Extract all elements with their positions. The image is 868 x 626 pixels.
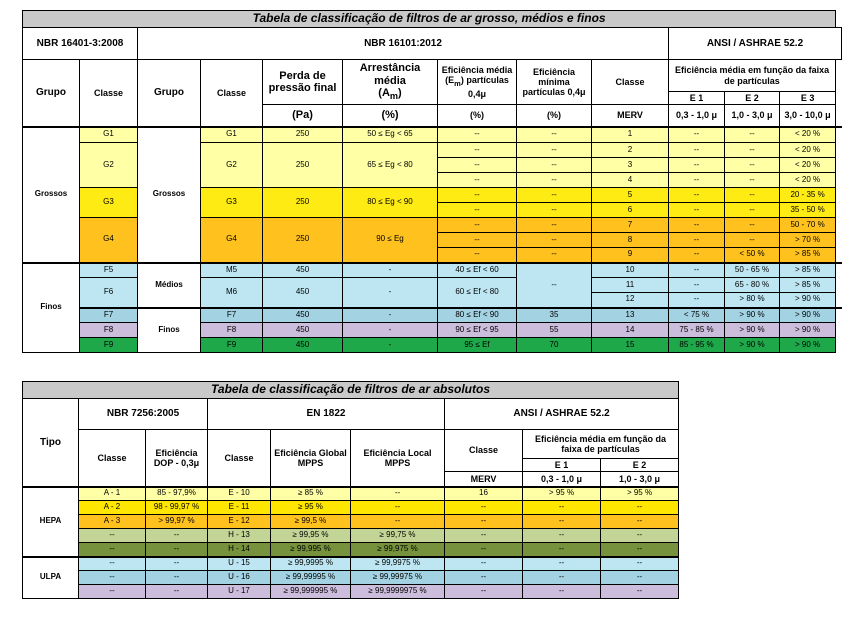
header-tipo: Tipo	[23, 399, 79, 487]
header-ef-media-sub: m	[454, 79, 461, 89]
arrest-g4: 90 ≤ Eg	[343, 218, 438, 263]
abs-row-local: ≥ 99,9999975 %	[351, 585, 445, 599]
header-grupo-1: Grupo	[23, 60, 80, 127]
merv-row-class: 12	[592, 293, 669, 308]
type-hepa: HEPA	[23, 487, 79, 557]
merv-row-em: --	[438, 248, 517, 263]
class-nbr-f9: F9	[201, 338, 263, 353]
merv-row-e3: < 20 %	[780, 143, 836, 158]
merv-row-e1: --	[669, 218, 725, 233]
arrest-f9: -	[343, 338, 438, 353]
merv-row-e3: > 85 %	[780, 263, 836, 278]
merv-row-e1: --	[669, 278, 725, 293]
abs-row-en: E - 11	[208, 501, 271, 515]
std-nbr16401: NBR 16401-3:2008	[23, 28, 138, 60]
abs-row-dop: --	[146, 543, 208, 557]
abs-row-e1: > 95 %	[523, 487, 601, 501]
abs-row-class: A - 3	[79, 515, 146, 529]
std-en1822: EN 1822	[208, 399, 445, 430]
abs-row-global: ≥ 99,5 %	[271, 515, 351, 529]
merv-row-class: 5	[592, 188, 669, 203]
merv-row-class: 7	[592, 218, 669, 233]
merv-row-mn: --	[517, 143, 592, 158]
abs-row-global: ≥ 99,999995 %	[271, 585, 351, 599]
header-ef-faixa-t2: Eficiência média em função da faixa de partículas	[523, 430, 679, 459]
unit-pct-arrest: (%)	[343, 105, 438, 127]
merv-row-e2: --	[725, 158, 780, 173]
merv-row-e1: --	[669, 158, 725, 173]
abs-row-global: ≥ 99,9995 %	[271, 557, 351, 571]
abs-row-local: --	[351, 487, 445, 501]
merv-row-e3: 20 - 35 %	[780, 188, 836, 203]
merv-row-e2: > 90 %	[725, 308, 780, 323]
merv-row-e3: 35 - 50 %	[780, 203, 836, 218]
abs-row-en: U - 17	[208, 585, 271, 599]
abs-row-merv: --	[445, 501, 523, 515]
efmin-f7: 35	[517, 308, 592, 323]
efmin-f9: 70	[517, 338, 592, 353]
merv-row-mn: --	[517, 203, 592, 218]
abs-row-e1: --	[523, 557, 601, 571]
merv-row-e2: > 80 %	[725, 293, 780, 308]
abs-row-merv: --	[445, 529, 523, 543]
abs-row-en: U - 16	[208, 571, 271, 585]
abs-row-merv: 16	[445, 487, 523, 501]
header-e1-range-t2: 0,3 - 1,0 μ	[523, 472, 601, 487]
header-ef-global: Eficiência Global MPPS	[271, 430, 351, 487]
merv-row-class: 1	[592, 127, 669, 143]
efmed-f8: 90 ≤ Ef < 95	[438, 323, 517, 338]
merv-row-e1: --	[669, 188, 725, 203]
merv-row-class: 3	[592, 158, 669, 173]
merv-row-em: --	[438, 203, 517, 218]
merv-row-em: --	[438, 158, 517, 173]
perda-m5: 450	[263, 263, 343, 278]
merv-row-e1: --	[669, 293, 725, 308]
header-e1-range: 0,3 - 1,0 μ	[669, 105, 725, 127]
perda-g3: 250	[263, 188, 343, 218]
class-nbr-g4: G4	[201, 218, 263, 263]
header-arrestancia-sub: m	[389, 91, 399, 102]
abs-row-e2: --	[601, 515, 679, 529]
class-nbr-g2: G2	[201, 143, 263, 188]
class-f9: F9	[80, 338, 138, 353]
header-e3-range: 3,0 - 10,0 μ	[780, 105, 836, 127]
merv-row-e2: 65 - 80 %	[725, 278, 780, 293]
abs-row-global: ≥ 85 %	[271, 487, 351, 501]
arrest-m5: -	[343, 263, 438, 278]
table2-body	[23, 487, 679, 599]
abs-row-global: ≥ 99,95 %	[271, 529, 351, 543]
merv-row-e2: < 50 %	[725, 248, 780, 263]
arrest-f7: -	[343, 308, 438, 323]
group-finos: Finos	[23, 263, 80, 353]
merv-row-e1: 75 - 85 %	[669, 323, 725, 338]
class-nbr-f8: F8	[201, 323, 263, 338]
abs-row-merv: --	[445, 543, 523, 557]
abs-row-e2: --	[601, 543, 679, 557]
class-g3: G3	[80, 188, 138, 218]
abs-row-e1: --	[523, 501, 601, 515]
class-nbr-g3: G3	[201, 188, 263, 218]
perda-g1: 250	[263, 127, 343, 143]
abs-row-e2: --	[601, 571, 679, 585]
merv-row-e3: > 90 %	[780, 308, 836, 323]
merv-row-class: 11	[592, 278, 669, 293]
header-arrestancia-sym: (A	[378, 87, 390, 100]
class-f8: F8	[80, 323, 138, 338]
abs-row-global: ≥ 99,99995 %	[271, 571, 351, 585]
abs-row-en: E - 12	[208, 515, 271, 529]
header-merv: MERV	[592, 105, 669, 127]
merv-row-class: 6	[592, 203, 669, 218]
merv-row-mn: --	[517, 188, 592, 203]
efmed-f7: 80 ≤ Ef < 90	[438, 308, 517, 323]
merv-row-mn: --	[517, 158, 592, 173]
header-arrestancia	[343, 60, 438, 105]
merv-row-e1: --	[669, 233, 725, 248]
merv-row-e2: > 90 %	[725, 338, 780, 353]
merv-row-e3: < 20 %	[780, 158, 836, 173]
header-arrestancia-label: Arrestância média	[359, 62, 421, 87]
abs-row-class: --	[79, 571, 146, 585]
coarse-medium-fine-filter-table	[22, 10, 842, 353]
merv-row-e1: --	[669, 263, 725, 278]
abs-row-class: --	[79, 557, 146, 571]
header-e2-t2: E 2	[601, 459, 679, 472]
abs-row-e2: --	[601, 501, 679, 515]
header-arrestancia-end: )	[398, 87, 402, 100]
std-nbr7256: NBR 7256:2005	[79, 399, 208, 430]
abs-row-local: ≥ 99,75 %	[351, 529, 445, 543]
header-ef-faixa: Eficiência média em função da faixa de partículas	[669, 60, 836, 92]
merv-row-e2: > 90 %	[725, 323, 780, 338]
abs-row-dop: --	[146, 529, 208, 543]
perda-g2: 250	[263, 143, 343, 188]
group-grossos: Grossos	[23, 127, 80, 263]
efmin-f8: 55	[517, 323, 592, 338]
unit-pct-efmin: (%)	[517, 105, 592, 127]
perda-f8: 450	[263, 323, 343, 338]
class-g1: G1	[80, 127, 138, 143]
std-ansi-t1: ANSI / ASHRAE 52.2	[669, 28, 842, 60]
class-f5: F5	[80, 263, 138, 278]
merv-row-class: 10	[592, 263, 669, 278]
class-nbr-m5: M5	[201, 263, 263, 278]
abs-row-dop: --	[146, 557, 208, 571]
std-nbr16101: NBR 16101:2012	[138, 28, 669, 60]
abs-row-global: ≥ 99,995 %	[271, 543, 351, 557]
perda-g4: 250	[263, 218, 343, 263]
abs-row-e2: --	[601, 557, 679, 571]
merv-row-e3: > 90 %	[780, 338, 836, 353]
merv-row-e3: 50 - 70 %	[780, 218, 836, 233]
merv-row-e2: --	[725, 173, 780, 188]
header-ef-local: Eficiência Local MPPS	[351, 430, 445, 487]
merv-row-class: 15	[592, 338, 669, 353]
header-classe-en: Classe	[208, 430, 271, 487]
arrest-g1: 50 ≤ Eg < 65	[343, 127, 438, 143]
abs-row-local: ≥ 99,975 %	[351, 543, 445, 557]
merv-row-e1: --	[669, 203, 725, 218]
abs-row-e2: --	[601, 585, 679, 599]
abs-row-dop: --	[146, 571, 208, 585]
group-finos-16101: Finos	[138, 308, 201, 353]
efmed-f9: 95 ≤ Ef	[438, 338, 517, 353]
unit-pct-efmed: (%)	[438, 105, 517, 127]
header-merv-t2: MERV	[445, 472, 523, 487]
merv-row-mn: --	[517, 127, 592, 143]
merv-row-e2: --	[725, 143, 780, 158]
merv-row-e1: < 75 %	[669, 308, 725, 323]
abs-row-e1: --	[523, 529, 601, 543]
abs-row-dop: --	[146, 585, 208, 599]
merv-row-mn: --	[517, 218, 592, 233]
merv-row-em: --	[438, 173, 517, 188]
header-classe-ansi: Classe	[592, 60, 669, 105]
header-e3: E 3	[780, 92, 836, 105]
abs-row-local: --	[351, 515, 445, 529]
merv-row-e2: --	[725, 188, 780, 203]
abs-row-global: ≥ 95 %	[271, 501, 351, 515]
abs-row-en: E - 10	[208, 487, 271, 501]
header-ef-media-label: Eficiência média (E	[441, 65, 513, 86]
abs-row-e2: --	[601, 529, 679, 543]
abs-row-e1: --	[523, 571, 601, 585]
abs-row-class: A - 1	[79, 487, 146, 501]
merv-row-e1: --	[669, 248, 725, 263]
header-e2-range-t2: 1,0 - 3,0 μ	[601, 472, 679, 487]
arrest-f8: -	[343, 323, 438, 338]
arrest-g3: 80 ≤ Eg < 90	[343, 188, 438, 218]
std-ansi-t2: ANSI / ASHRAE 52.2	[445, 399, 679, 430]
class-g4: G4	[80, 218, 138, 263]
arrest-g2: 65 ≤ Eg < 80	[343, 143, 438, 188]
class-nbr-f7: F7	[201, 308, 263, 323]
merv-row-e2: --	[725, 127, 780, 143]
merv-row-e2: --	[725, 233, 780, 248]
abs-row-dop: > 99,97 %	[146, 515, 208, 529]
abs-row-class: --	[79, 543, 146, 557]
abs-row-e2: > 95 %	[601, 487, 679, 501]
merv-row-e2: 50 - 65 %	[725, 263, 780, 278]
class-nbr-m6: M6	[201, 278, 263, 308]
class-nbr-g1: G1	[201, 127, 263, 143]
abs-row-e1: --	[523, 543, 601, 557]
header-e1: E 1	[669, 92, 725, 105]
merv-row-class: 9	[592, 248, 669, 263]
header-classe-7256: Classe	[79, 430, 146, 487]
merv-row-e1: 85 - 95 %	[669, 338, 725, 353]
merv-row-em: --	[438, 218, 517, 233]
abs-row-local: --	[351, 501, 445, 515]
merv-row-class: 2	[592, 143, 669, 158]
arrest-m6: -	[343, 278, 438, 308]
class-f7: F7	[80, 308, 138, 323]
header-e2-range: 1,0 - 3,0 μ	[725, 105, 780, 127]
abs-row-dop: 98 - 99,97 %	[146, 501, 208, 515]
merv-row-e3: > 85 %	[780, 278, 836, 293]
abs-row-merv: --	[445, 571, 523, 585]
header-e2: E 2	[725, 92, 780, 105]
merv-row-e2: --	[725, 218, 780, 233]
efmed-m5: 40 ≤ Ef < 60	[438, 263, 517, 278]
abs-row-merv: --	[445, 585, 523, 599]
merv-row-e3: > 85 %	[780, 248, 836, 263]
type-ulpa: ULPA	[23, 557, 79, 599]
table2-title: Tabela de classificação de filtros de ar absolutos	[23, 382, 679, 399]
abs-row-en: U - 15	[208, 557, 271, 571]
abs-row-e1: --	[523, 585, 601, 599]
perda-f9: 450	[263, 338, 343, 353]
merv-row-e3: < 20 %	[780, 127, 836, 143]
merv-row-e3: > 70 %	[780, 233, 836, 248]
header-grupo-2: Grupo	[138, 60, 201, 127]
header-classe-1: Classe	[80, 60, 138, 127]
header-classe-ansi-t2: Classe	[445, 430, 523, 472]
table1-body	[23, 127, 842, 353]
unit-pa: (Pa)	[263, 105, 343, 127]
merv-row-class: 14	[592, 323, 669, 338]
merv-row-em: --	[438, 143, 517, 158]
merv-row-mn: --	[517, 233, 592, 248]
header-ef-dop: Eficiência DOP - 0,3μ	[146, 430, 208, 487]
abs-row-class: --	[79, 585, 146, 599]
merv-row-mn: --	[517, 248, 592, 263]
merv-row-em: --	[438, 188, 517, 203]
merv-row-e1: --	[669, 127, 725, 143]
group-medios: Médios	[138, 263, 201, 308]
abs-row-en: H - 13	[208, 529, 271, 543]
abs-row-dop: 85 - 97,9%	[146, 487, 208, 501]
abs-row-local: ≥ 99,9975 %	[351, 557, 445, 571]
header-ef-media	[438, 60, 517, 105]
table1-title: Tabela de classificação de filtros de ar grosso, médios e finos	[23, 11, 836, 28]
merv-row-e2: --	[725, 203, 780, 218]
abs-row-e1: --	[523, 515, 601, 529]
header-e1-t2: E 1	[523, 459, 601, 472]
merv-row-e1: --	[669, 143, 725, 158]
class-g2: G2	[80, 143, 138, 188]
abs-row-local: ≥ 99,99975 %	[351, 571, 445, 585]
abs-row-merv: --	[445, 515, 523, 529]
group-grossos-16101: Grossos	[138, 127, 201, 263]
abs-row-en: H - 14	[208, 543, 271, 557]
merv-row-e3: < 20 %	[780, 173, 836, 188]
merv-row-e1: --	[669, 173, 725, 188]
abs-row-class: --	[79, 529, 146, 543]
merv-row-class: 4	[592, 173, 669, 188]
merv-row-em: --	[438, 233, 517, 248]
abs-row-merv: --	[445, 557, 523, 571]
merv-row-e3: > 90 %	[780, 293, 836, 308]
header-ef-media-end: ) partículas 0,4μ	[460, 75, 509, 99]
merv-row-e3: > 90 %	[780, 323, 836, 338]
abs-row-class: A - 2	[79, 501, 146, 515]
perda-f7: 450	[263, 308, 343, 323]
efmed-m6: 60 ≤ Ef < 80	[438, 278, 517, 308]
absolute-filter-table	[22, 381, 679, 599]
header-classe-2: Classe	[201, 60, 263, 127]
header-ef-minima: Eficiência mínima partículas 0,4μ	[517, 60, 592, 105]
class-f6: F6	[80, 278, 138, 308]
merv-row-em: --	[438, 127, 517, 143]
merv-row-class: 13	[592, 308, 669, 323]
header-perda: Perda de pressão final	[263, 60, 343, 105]
merv-row-class: 8	[592, 233, 669, 248]
efmin-m5-m6: --	[517, 263, 592, 308]
perda-m6: 450	[263, 278, 343, 308]
merv-row-mn: --	[517, 173, 592, 188]
